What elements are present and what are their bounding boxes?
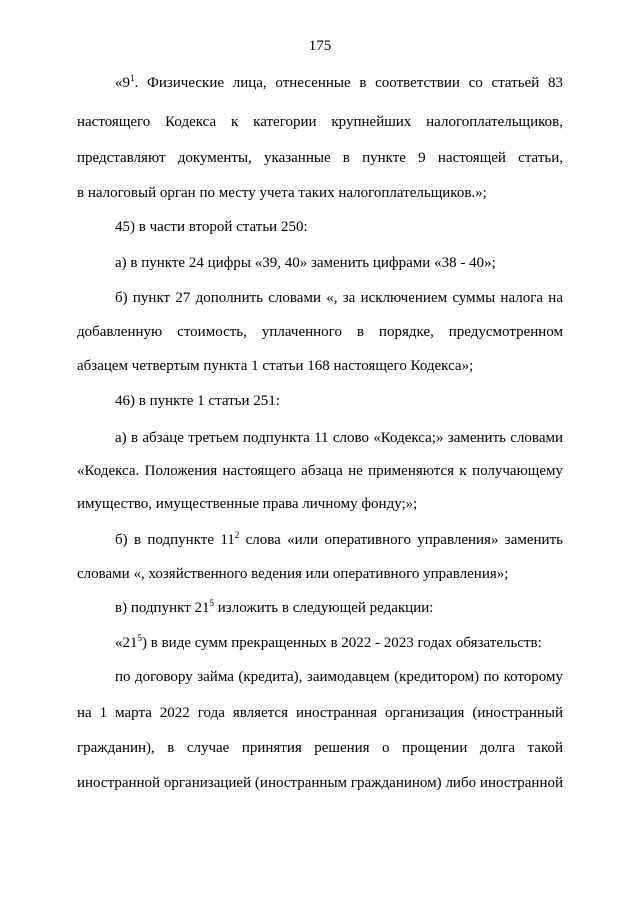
- text-line: а) в пункте 24 цифры «39, 40» заменить цифрами «38 - 40»;: [115, 255, 496, 271]
- text-fragment: «9: [115, 75, 130, 91]
- text-line: а) в абзаце третьем подпункта 11 слово «Кодекса;» заменить словами: [115, 430, 563, 446]
- text-fragment: «21: [115, 635, 138, 651]
- text-line: добавленную стоимость, уплаченного в порядке, предусмотренном: [77, 324, 563, 340]
- page-number: 175: [308, 38, 332, 54]
- text-line: [115, 530, 563, 550]
- superscript: 1: [130, 73, 135, 83]
- text-fragment: ) в виде сумм прекращенных в 2022 - 2023 годах обязательств:: [142, 635, 542, 651]
- text-fragment: в) подпункт 21: [115, 600, 210, 616]
- text-line: абзацем четвертым пункта 1 статьи 168 настоящего Кодекса»;: [77, 358, 474, 374]
- text-fragment: б) в подпункте 11: [115, 532, 235, 548]
- text-line: иностранной организацией (иностранным гражданином) либо иностранной: [77, 775, 563, 791]
- text-line: имущество, имущественные права личному фонду;»;: [77, 496, 418, 512]
- superscript: 5: [137, 633, 142, 643]
- text-fragment: слова «или оперативного управления» заменить: [239, 532, 563, 548]
- superscript: 5: [209, 598, 215, 608]
- text-line: настоящего Кодекса к категории крупнейших налогоплательщиков,: [77, 114, 563, 130]
- text-line: в налоговый орган по месту учета таких налогоплательщиков.»;: [77, 185, 487, 201]
- text-fragment: изложить в следующей редакции:: [214, 600, 434, 616]
- text-line: «Кодекса. Положения настоящего абзаца не применяются к получающему: [77, 463, 563, 479]
- text-line: по договору займа (кредита), заимодавцем (кредитором) по которому: [115, 669, 563, 685]
- text-line: 46) в пункте 1 статьи 251:: [115, 393, 280, 409]
- text-line: на 1 марта 2022 года является иностранная организация (иностранный: [77, 705, 563, 721]
- text-line: [115, 633, 640, 653]
- text-line: б) пункт 27 дополнить словами «, за исключением суммы налога на: [115, 290, 563, 306]
- text-line: гражданин), в случае принятия решения о прощении долга такой: [77, 740, 563, 756]
- text-line: словами «, хозяйственного ведения или оперативного управления»;: [77, 566, 509, 582]
- text-line: [115, 598, 640, 618]
- superscript: 2: [234, 530, 240, 540]
- text-fragment: . Физические лица, отнесенные в соответствии со статьей 83: [134, 75, 563, 91]
- text-line: [115, 73, 563, 93]
- text-line: представляют документы, указанные в пункте 9 настоящей статьи,: [77, 150, 563, 166]
- text-line: 45) в части второй статьи 250:: [115, 219, 308, 235]
